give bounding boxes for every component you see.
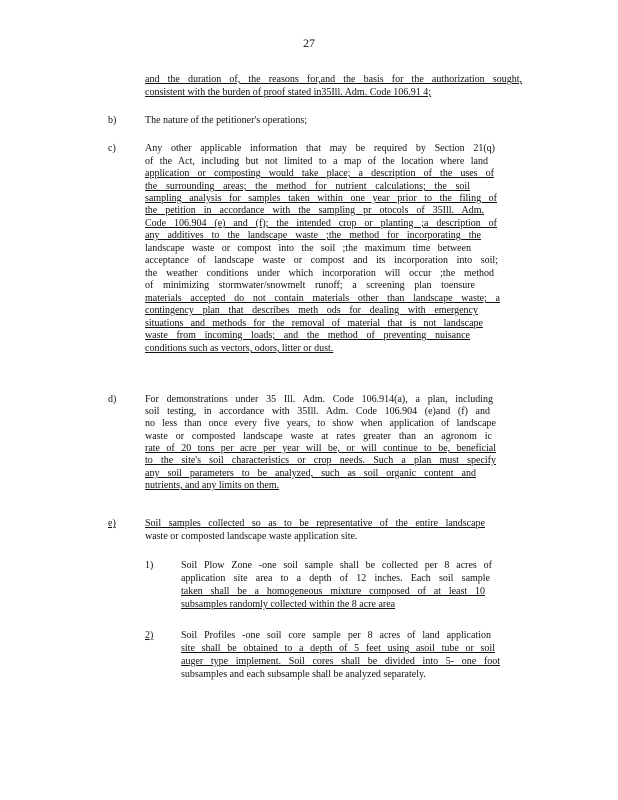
text-line: subsamples randomly collected within the 8 acre area (181, 599, 396, 610)
text-line: Soil Plow Zone -one soil sample shall be collected per 8 acres of (181, 560, 492, 571)
text-line: the surrounding areas; the method for nutrient calculations; the soil (145, 181, 470, 192)
text-line: consistent with the burden of proof stated in35Ill. Adm. Code 106.91 4; (145, 87, 432, 98)
text-line: materials accepted do not contain materials other than landscape waste; a (145, 293, 500, 304)
text-line: taken shall be a homogeneous mixture composed of at least 10 (181, 586, 485, 597)
text-line: of the Act, including but not limited to a map of the location where land (145, 156, 488, 167)
text-line: conditions such as vectors, odors, litter or dust. (145, 343, 334, 354)
text-line: subsamples and each subsample shall be analyzed separately. (181, 669, 426, 680)
text-line: site shall be obtained to a depth of 5 feet using asoil tube or soil (181, 643, 495, 654)
text-line: situations and methods for the removal of material that is not landscape (145, 318, 483, 329)
text-line: acceptance of landscape waste or compost and its incorporation into soil; (145, 255, 498, 266)
text-line: waste or composted landscape waste at rates greater than an agronom ic (145, 431, 492, 442)
text-line: application or composting would take place; a description of the uses of (145, 168, 494, 179)
text-line: auger type implement. Soil cores shall be divided into 5- one foot (181, 656, 500, 667)
text-line: For demonstrations under 35 Ill. Adm. Code 106.914(a), a plan, including (145, 394, 493, 405)
text-line: of minimizing stormwater/snowmelt runoff; a screening plan toensure (145, 280, 475, 291)
text-line: waste or composted landscape waste application site. (145, 531, 358, 542)
text-line: application site area to a depth of 12 inches. Each soil sample (181, 573, 490, 584)
text-line: the weather conditions under which incorporation will occur ;the method (145, 268, 494, 279)
text-line: and the duration of, the reasons for,and the basis for the authorization sought, (145, 74, 522, 85)
text-line: no less than once every five years, to show when application of landscape (145, 418, 496, 429)
list-item-label: e) (108, 518, 116, 529)
text-line: any soil parameters to be analyzed, such as soil organic content and (145, 468, 476, 479)
text-line: sampling analysis for samples taken within one year prior to the filing of (145, 193, 497, 204)
text-line: Code 106.904 (e) and (f); the intended crop or planting ;a description of (145, 218, 497, 229)
text-line: Any other applicable information that may be required by Section 21(q) (145, 143, 495, 154)
list-item-label: c) (108, 143, 116, 154)
text-line: any additives to the landscape waste ;the method for incorporating the (145, 230, 481, 241)
list-item-label: 2) (145, 630, 154, 641)
page-number: 27 (303, 36, 315, 50)
text-line: Soil Profiles -one soil core sample per 8 acres of land application (181, 630, 491, 641)
text-line: the petition in accordance with the sampling pr otocols of 35Ill. Adm. (145, 205, 484, 216)
text-line: The nature of the petitioner's operations; (145, 115, 308, 126)
text-line: to the site's soil characteristics or crop needs. Such a plan must specify (145, 455, 496, 466)
text-line: waste from incoming loads; and the method of preventing nuisance (145, 330, 470, 341)
text-line: landscape waste or compost into the soil ;the maximum time between (145, 243, 471, 254)
text-line: contingency plan that describes meth ods for dealing with emergency (145, 305, 478, 316)
list-item-label: d) (108, 394, 117, 405)
text-line: Soil samples collected so as to be representative of the entire landscape (145, 518, 485, 529)
list-item-label: b) (108, 115, 117, 126)
list-item-label: 1) (145, 560, 154, 571)
text-line: soil testing, in accordance with 35Ill. Adm. Code 106.904 (e)and (f) and (145, 406, 490, 417)
text-line: rate of 20 tons per acre per year will be, or will continue to be, beneficial (145, 443, 496, 454)
text-line: nutrients, and any limits on them. (145, 480, 280, 491)
